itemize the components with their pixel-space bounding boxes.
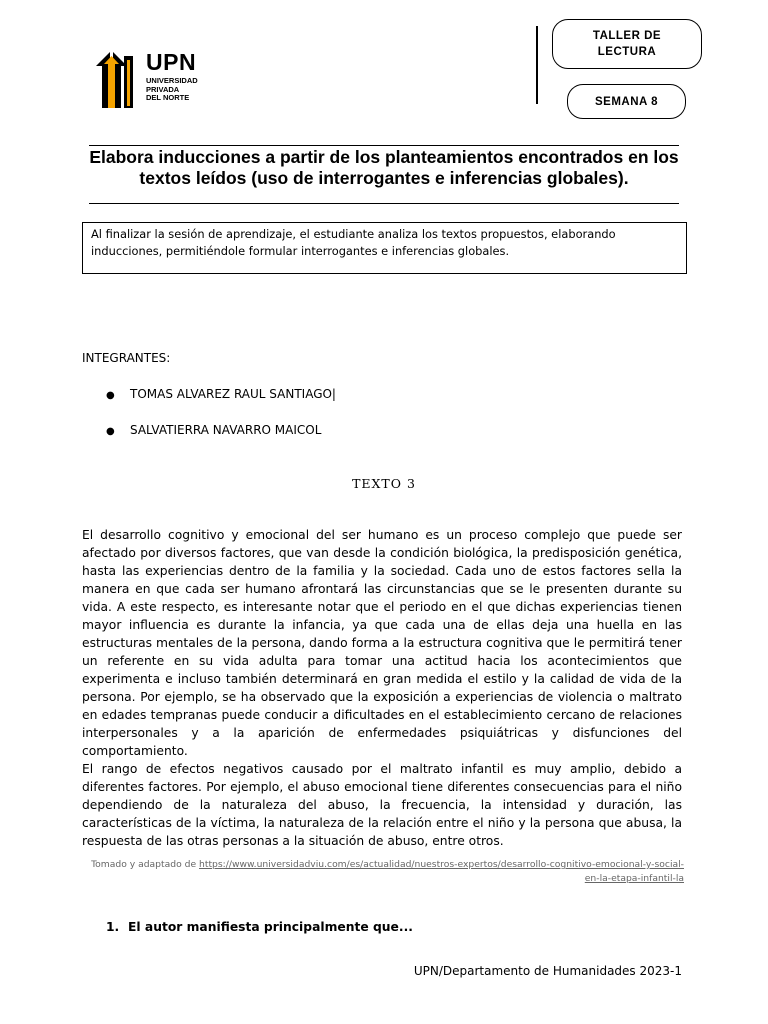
- paragraph: El rango de efectos negativos causado por el maltrato infantil es muy amplio, debido a diferentes factores. Por ejemplo, el abuso emocional tiene diferentes consecuencias para el niño dependiendo de la naturaleza del abuso, la frecuencia, la intensidad y duración, las características de la víctima, la naturaleza de la relación entre el niño y la persona que abusa, la respuesta de las otras personas a la situación de abuso, entre otros.: [82, 762, 682, 848]
- course-badge: [552, 19, 702, 69]
- question-item: [106, 920, 413, 934]
- text-heading: TEXTO 3: [352, 476, 416, 491]
- question-number: 1.: [106, 920, 120, 934]
- objective-box: Al finalizar la sesión de aprendizaje, el estudiante analiza los textos propuestos, elaborando inducciones, permitiéndole formular interrogantes e inferencias globales.: [82, 222, 687, 274]
- page-footer: UPN/Departamento de Humanidades 2023-1: [413, 964, 682, 978]
- logo-wordmark: UPN: [146, 49, 197, 75]
- question-text: El autor manifiesta principalmente que...: [128, 920, 413, 934]
- source-link[interactable]: https://www.universidadviu.com/es/actualidad/nuestros-expertos/desarrollo-cognitivo-emocional-y-social-en-la-etapa-infantil-la: [199, 859, 684, 884]
- title-rule-top: [89, 145, 679, 146]
- header-divider: [536, 26, 538, 104]
- member-item: [106, 423, 321, 437]
- title-rule-bottom: [89, 203, 679, 204]
- bullet-icon: ●: [106, 390, 115, 401]
- course-label: TALLER DE LECTURA: [592, 30, 662, 58]
- text-body: [82, 526, 682, 850]
- source-citation: [82, 858, 684, 886]
- logo-subtitle: UNIVERSIDAD PRIVADA DEL NORTE: [146, 76, 198, 102]
- member-name: SALVATIERRA NAVARRO MAICOL: [130, 423, 322, 437]
- source-prefix: Tomado y adaptado de: [91, 859, 200, 870]
- member-name: TOMAS ALVAREZ RAUL SANTIAGO|: [130, 387, 336, 401]
- upn-logo: [96, 50, 206, 112]
- week-label: SEMANA 8: [595, 95, 658, 108]
- week-badge: [567, 84, 686, 119]
- member-item: [106, 387, 336, 401]
- bullet-icon: ●: [106, 426, 115, 437]
- upn-logo-mark: [96, 50, 142, 110]
- paragraph: El desarrollo cognitivo y emocional del ser humano es un proceso complejo que puede ser afectado por diversos factores, que van desde la condición biológica, la predisposición genética, hasta las experiencias dentro de la familia y la sociedad. Cada uno de estos factores sella la manera en que cada ser humano afrontará las circunstancias que se le presenten durante su vida. A este respecto, es interesante notar que el periodo en el que dichas experiencias tienen mayor influencia es durante la infancia, ya que cada una de ellas deja una huella en las estructuras mentales de la persona, dando forma a la estructura cognitiva que le permitirá tener un referente en su vida adulta para tomar una actitud hacia los acontecimientos que experimenta e incluso también determinará en gran medida el estilo y la calidad de vida de la persona. Por ejemplo, se ha observado que la exposición a experiencias de violencia o maltrato en edades tempranas puede conducir a dificultades en el establecimiento cercano de relaciones interpersonales y a la aparición de enfermedades psiquiátricas y disfunciones del comportamiento.: [82, 528, 682, 758]
- page-title: Elabora inducciones a partir de los planteamientos encontrados en los textos leídos (uso de interrogantes e inferencias globales).: [89, 147, 679, 188]
- members-label: INTEGRANTES:: [82, 351, 171, 365]
